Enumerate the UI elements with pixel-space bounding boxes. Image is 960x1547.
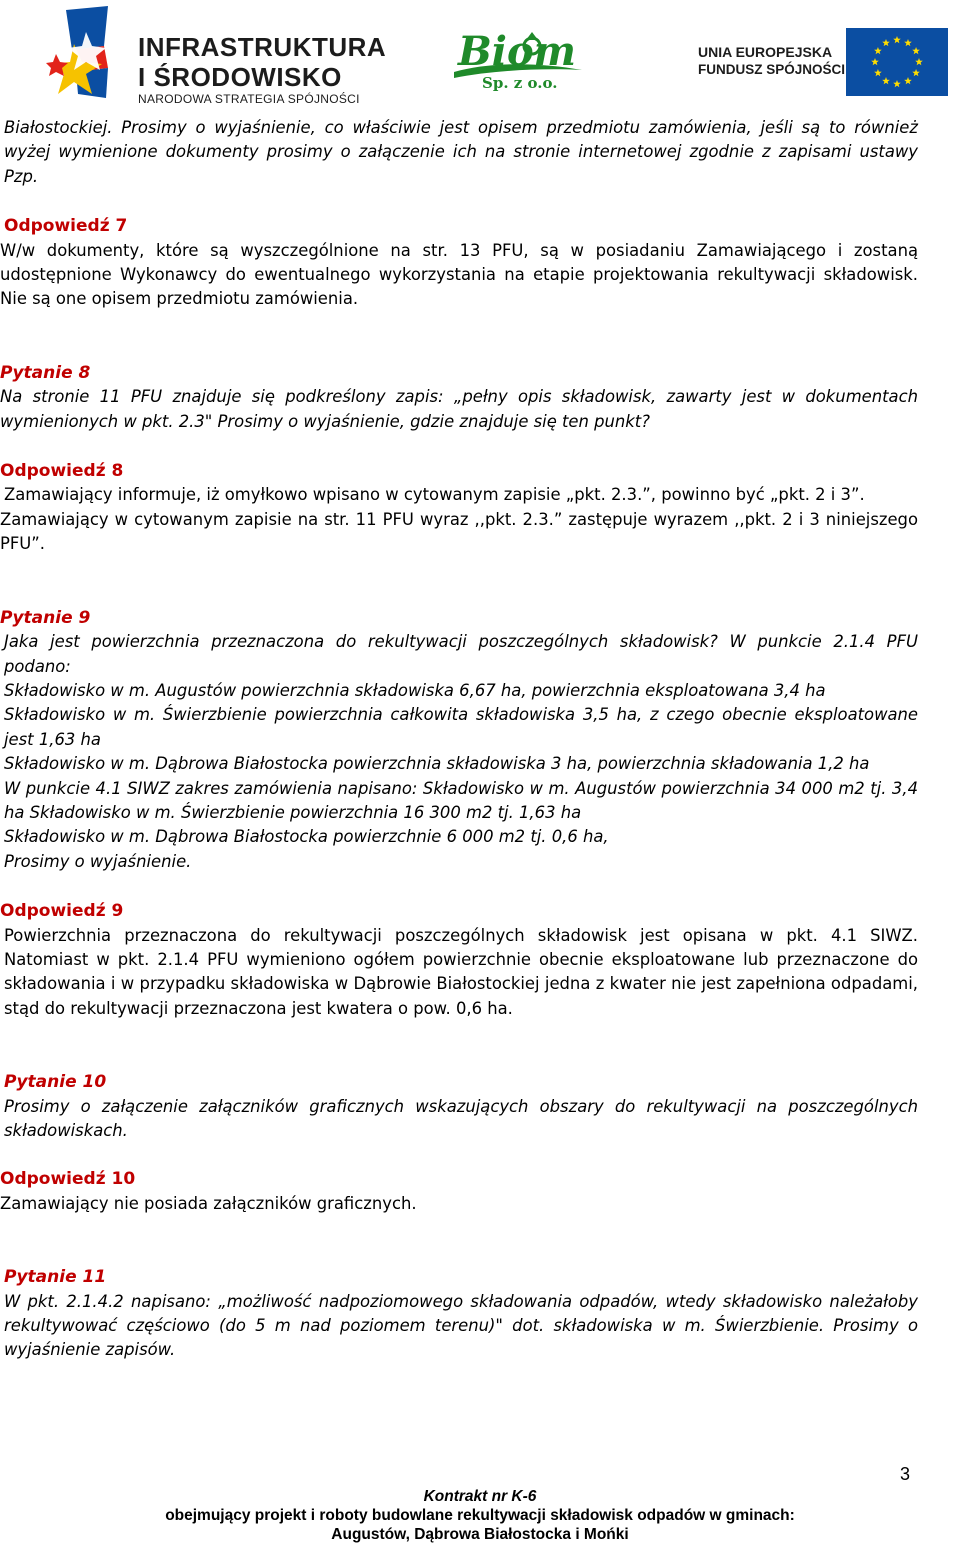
infra-title-line2: I ŚRODOWISKO [138,62,342,92]
star-flag-icon [46,6,132,102]
answer-8-heading: Odpowiedź 8 [0,461,124,482]
question-9-line: W punkcie 4.1 SIWZ zakres zamówienia napisano: Składowisko w m. Augustów powierzchnia 34 000 m2 tj. 3,4 ha Składowisko w m. Świerzbienie powierzchnia 16 300 m2 tj. 1,63 ha [4,778,918,822]
biom-logo [448,28,588,98]
page-footer [0,1487,960,1544]
eu-logo [698,28,950,98]
eu-flag-icon [846,28,948,96]
answer-7-text: W/w dokumenty, które są wyszczególnione na str. 13 PFU, są w posiadaniu Zamawiającego i zostaną udostępnione Wykonawcy do ewentualnego wykorzystania na etapie projektowania rekultywacji składowisk. Nie są one opisem przedmiotu zamówienia. [0,240,918,309]
footer-contract: Kontrakt nr K-6 [423,1488,537,1505]
question-9-line: Prosimy o wyjaśnienie. [4,851,192,871]
document-body [0,116,918,1363]
answer-7-heading: Odpowiedź 7 [4,216,128,237]
answer-9-heading: Odpowiedź 9 [0,901,124,922]
answer-10-heading: Odpowiedź 10 [0,1169,136,1190]
question-11-text: W pkt. 2.1.4.2 napisano: „możliwość nadpoziomowego składowania odpadów, wtedy składowisko należałoby rekultywować częściowo (do 5 m nad poziomem terenu)" dot. składowiska w m. Świerzbienie. Prosimy o wyjaśnienie zapisów. [4,1291,918,1360]
question-9-heading: Pytanie 9 [0,607,91,628]
biom-company-suffix: Sp. z o.o. [482,74,558,92]
question-8-text: Na stronie 11 PFU znajduje się podkreślony zapis: „pełny opis składowisk, zawarty jest w dokumentach wymienionych w pkt. 2.3" Prosimy o wyjaśnienie, gdzie znajduje się ten punkt? [0,387,918,431]
question-9-line: Składowisko w m. Augustów powierzchnia składowiska 6,67 ha, powierzchnia eksploatowana 3,4 ha [4,680,826,700]
footer-municipalities: Augustów, Dąbrowa Białostocka i Mońki [331,1526,629,1543]
eu-fund-name: FUNDUSZ SPÓJNOŚCI [698,62,846,77]
eu-title: UNIA EUROPEJSKA [698,44,833,60]
answer-8-text-1: Zamawiający informuje, iż omyłkowo wpisano w cytowanym zapisie „pkt. 2.3.”, powinno być „pkt. 2 i 3”. [4,485,865,505]
question-8-heading: Pytanie 8 [0,362,91,383]
answer-10-text: Zamawiający nie posiada załączników graficznych. [0,1193,417,1213]
infrastruktura-logo [46,6,387,106]
infra-title-line1: INFRASTRUKTURA [138,32,387,62]
question-9-line: Składowisko w m. Dąbrowa Białostocka powierzchnie 6 000 m2 tj. 0,6 ha, [4,827,609,847]
page-number: 3 [900,1464,911,1484]
answer-9-text: Powierzchnia przeznaczona do rekultywacji poszczególnych składowisk jest opisana w pkt. 4.1 SIWZ. Natomiast w pkt. 2.1.4 PFU wymieniono ogółem powierzchnie obecnie eksploatowane lub przeznaczone do składowania i w przypadku składowiska w Dąbrowie Białostockiej jedna z kwater nie jest zapełniona odpadami, stąd do rekultywacji przeznaczona jest kwatera o pow. 0,6 ha. [4,925,918,1018]
footer-scope: obejmujący projekt i roboty budowlane rekultywacji składowisk odpadów w gminach: [165,1507,795,1524]
question-10-heading: Pytanie 10 [4,1072,107,1093]
intro-paragraph: Białostockiej. Prosimy o wyjaśnienie, co właściwie jest opisem przedmiotu zamówienia, jeśli są to również wyżej wymienione dokumenty prosimy o załączenie ich na stronie internetowej zgodnie z zapisami ustawy Pzp. [4,118,918,186]
biom-name: Biom [458,28,577,75]
question-9-line: Jaka jest powierzchnia przeznaczona do rekultywacji poszczególnych składowisk? W punkcie 2.1.4 PFU podano: [4,632,918,676]
question-11-heading: Pytanie 11 [4,1267,107,1288]
question-9-line: Składowisko w m. Świerzbienie powierzchnia całkowita składowiska 3,5 ha, z czego obecnie eksploatowane jest 1,63 ha [4,705,918,749]
page-header [0,0,960,110]
question-9-line: Składowisko w m. Dąbrowa Białostocka powierzchnia składowiska 3 ha, powierzchnia składowania 1,2 ha [4,754,870,774]
answer-8-text-2: Zamawiający w cytowanym zapisie na str. 11 PFU wyraz ,,pkt. 2.3.” zastępuje wyrazem ,,pkt. 2 i 3 niniejszego PFU”. [0,509,918,554]
infra-subtitle: NARODOWA STRATEGIA SPÓJNOŚCI [138,92,360,106]
question-9-body [0,630,918,874]
question-10-text: Prosimy o załączenie załączników graficznych wskazujących obszary do rekultywacji na poszczególnych składowiskach. [4,1096,918,1140]
